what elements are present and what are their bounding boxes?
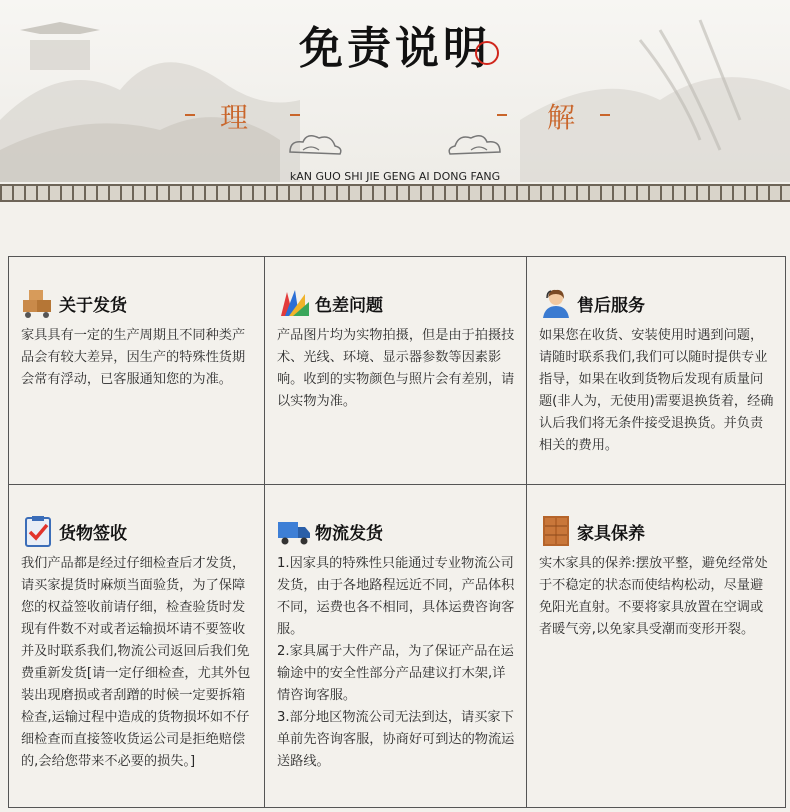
section-after-sales bbox=[527, 257, 785, 485]
decor-char-left: 理 bbox=[220, 101, 249, 134]
section-title: 物流发货 bbox=[315, 523, 383, 544]
section-title: 色差问题 bbox=[315, 295, 383, 316]
section-color-difference bbox=[265, 257, 527, 485]
truck-icon bbox=[277, 514, 311, 548]
section-title: 家具保养 bbox=[577, 523, 645, 544]
section-logistics bbox=[265, 485, 527, 807]
info-grid bbox=[8, 256, 786, 808]
page-title: 免责说明 bbox=[299, 23, 491, 74]
section-title: 关于发货 bbox=[59, 295, 127, 316]
clipboard-check-icon bbox=[21, 514, 55, 548]
header-banner bbox=[0, 0, 790, 182]
section-shipping bbox=[9, 257, 265, 485]
dash-mark bbox=[600, 114, 610, 116]
section-text: 产品图片均为实物拍摄，但是由于拍摄技术、光线、环境、显示器参数等因素影响。收到的实物颜色与照片会有差别，请以实物为准。 bbox=[277, 328, 515, 409]
section-title: 售后服务 bbox=[577, 295, 645, 316]
section-receipt bbox=[9, 485, 265, 807]
service-person-icon bbox=[539, 286, 573, 320]
red-circle-mark bbox=[475, 41, 499, 65]
section-text: 我们产品都是经过仔细检查后才发货，请买家提货时麻烦当面验货，为了保障您的权益签收前请仔细，检查验货时发现有件数不对或者运输损坏请不要签收并及时联系我们,物流公司返回后我们免费重新发货[请一定仔细检查，尤其外包装出现磨损或者刮蹭的时候一定要拆箱检查,运输过程中造成的货物损坏如不仔细检查而直接签收货运公司是拒绝赔偿的,会给您带来不必要的损失。] bbox=[21, 556, 251, 769]
decorative-border bbox=[0, 184, 790, 202]
dash-mark bbox=[290, 114, 300, 116]
section-text: 3.部分地区物流公司无法到达，请买家下单前先咨询客服，协商好可到达的物流运送路线。 bbox=[277, 710, 515, 769]
cloud-left-icon bbox=[285, 130, 345, 160]
section-text: 实木家具的保养:摆放平整，避免经常处于不稳定的状态而使结构松动，尽量避免阳光直射。不要将家具放置在空调或者暖气旁,以免家具受潮而变形开裂。 bbox=[539, 556, 768, 637]
cloud-right-icon bbox=[445, 130, 505, 160]
dash-mark bbox=[185, 114, 195, 116]
section-title: 货物签收 bbox=[59, 523, 127, 544]
boxes-icon bbox=[21, 286, 55, 320]
dash-mark bbox=[497, 114, 507, 116]
decor-char-right: 解 bbox=[547, 101, 576, 134]
color-fan-icon bbox=[277, 286, 311, 320]
section-text: 如果您在收货、安装使用时遇到问题，请随时联系我们,我们可以随时提供专业指导，如果在收到货物后发现有质量问题(非人为，无使用)需要退换货着，经确认后我们将无条件接受退换货。并负责相关的费用。 bbox=[539, 328, 774, 453]
section-text: 2.家具属于大件产品，为了保证产品在运输途中的安全性部分产品建议打木架,详情咨询客服。 bbox=[277, 644, 514, 703]
section-text: 1.因家具的特殊性只能通过专业物流公司发货，由于各地路程远近不同，产品体积不同，运费也各不相同，具体运费咨询客服。 bbox=[277, 556, 515, 637]
section-maintenance bbox=[527, 485, 785, 807]
subtitle: kAN GUO SHI JIE GENG AI DONG FANG bbox=[289, 170, 501, 182]
cabinet-icon bbox=[539, 514, 573, 548]
section-text: 家具具有一定的生产周期且不同种类产品会有较大差异，因生产的特殊性货期会常有浮动，已客服通知您的为准。 bbox=[21, 328, 246, 387]
